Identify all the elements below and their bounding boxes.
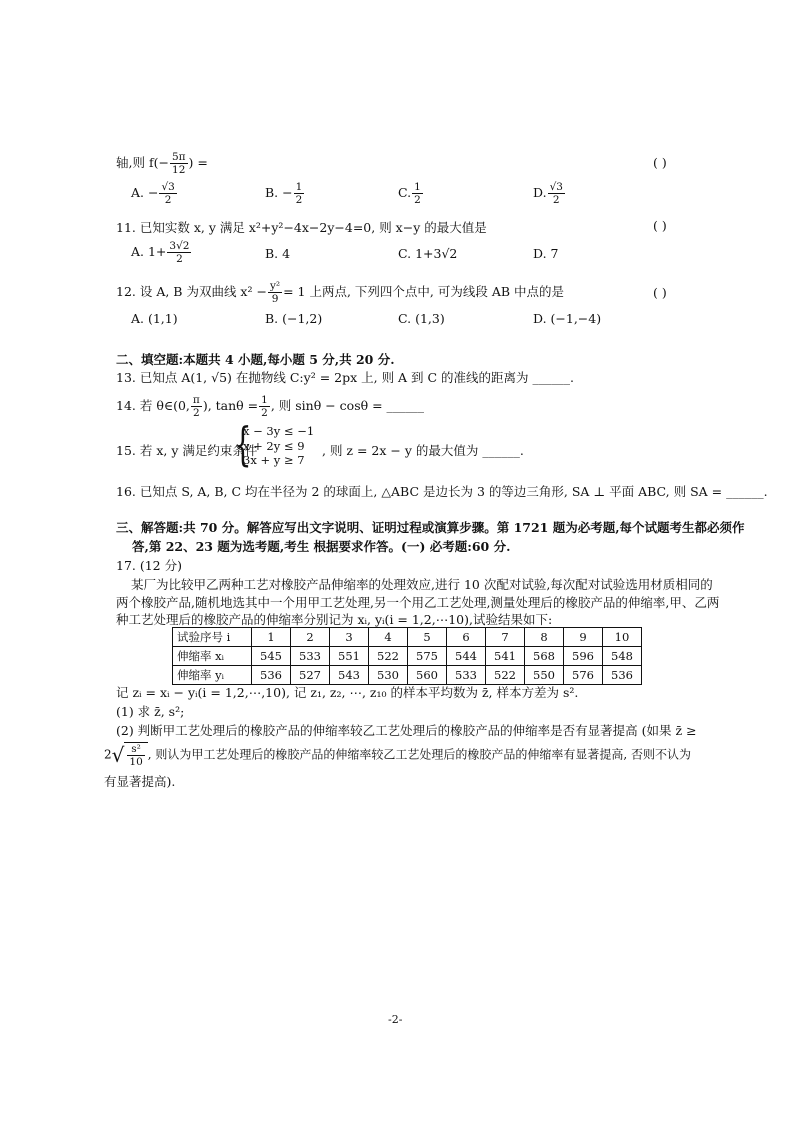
- q12-option-d: D. (−1,−4): [533, 311, 602, 326]
- q17-part2b-post: , 则认为甲工艺处理后的橡胶产品的伸缩率较乙工艺处理后的橡胶产品的伸缩率有显著提高, 否则不认为: [147, 747, 692, 762]
- q14-text: [116, 394, 424, 419]
- q10-opt-a-prefix: A. −: [131, 185, 159, 200]
- q10-opt-a-fraction: [159, 181, 176, 206]
- table-row: [173, 628, 642, 647]
- table-cell-x: 575: [408, 647, 447, 666]
- q12-option-a: A. (1,1): [131, 311, 178, 326]
- q10-opt-d-den: 2: [552, 194, 560, 206]
- q10-opt-d-prefix: D.: [533, 185, 547, 200]
- q12-stem-fraction: [268, 280, 282, 305]
- table-cell-x: 533: [291, 647, 330, 666]
- q10-option-a: [131, 181, 178, 206]
- section3-line2: 答,第 22、23 题为选考题,考生 根据要求作答。(一) 必考题:60 分.: [132, 539, 511, 554]
- page-number: -2-: [388, 1013, 403, 1026]
- q17-header: 17. (12 分): [116, 558, 182, 573]
- table-cell-y: 560: [408, 666, 447, 685]
- q10-stem: [116, 151, 208, 176]
- q14-num1: π: [192, 394, 200, 406]
- q17-part2-line2: [104, 742, 691, 768]
- q12-stem-post: = 1 上两点, 下列四个点中, 可为线段 AB 中点的是: [283, 284, 565, 299]
- q10-opt-b-num: 1: [295, 181, 303, 193]
- q17-note: 记 zᵢ = xᵢ − yᵢ(i = 1,2,⋯,10), 记 z₁, z₂, ⋯, z₁₀ 的样本平均数为 z̄, 样本方差为 s².: [116, 685, 579, 700]
- q15-post: , 则 z = 2x − y 的最大值为 ______.: [322, 443, 524, 458]
- table-cell-x: 544: [447, 647, 486, 666]
- table-cell-x: 545: [252, 647, 291, 666]
- table-row-y-label: 伸缩率 yᵢ: [173, 666, 252, 685]
- table-cell-x: 548: [603, 647, 642, 666]
- q11-option-d: D. 7: [533, 246, 559, 261]
- table-header-cell: 5: [408, 628, 447, 647]
- q17-part2b-den: 10: [129, 756, 143, 768]
- table-row: [173, 647, 642, 666]
- table-cell-y: 522: [486, 666, 525, 685]
- section3-line1: 三、解答题:共 70 分。解答应写出文字说明、证明过程或演算步骤。第 1721 题为必考题,每个试题考生都必须作: [116, 520, 745, 535]
- trial-results-table: [172, 627, 642, 685]
- sqrt-icon: √: [111, 743, 125, 767]
- q15-constraint-1: x − 3y ≤ −1: [243, 424, 315, 438]
- q15-pre: 15. 若 x, y 满足约束条件: [116, 443, 258, 458]
- table-cell-y: 576: [564, 666, 603, 685]
- q12-answer-paren: ( ): [653, 285, 667, 300]
- q14-fraction-1: [191, 394, 202, 419]
- q17-para2: 两个橡胶产品,随机地选其中一个用甲工艺处理,另一个用乙工艺处理,测量处理后的橡胶产品的伸缩率,甲、乙两: [116, 595, 720, 610]
- q11-opt-a-den: 2: [176, 253, 183, 265]
- q10-opt-c-prefix: C.: [398, 185, 412, 200]
- q10-option-d: [533, 181, 566, 206]
- q11-option-c: C. 1+3√2: [398, 246, 458, 261]
- q12-stem: [116, 280, 564, 305]
- q14-num2: 1: [261, 394, 268, 406]
- table-cell-x: 522: [369, 647, 408, 666]
- q12-stem-den: 9: [271, 293, 279, 305]
- q10-opt-b-fraction: [294, 181, 305, 206]
- table-cell-x: 568: [525, 647, 564, 666]
- q14-pre: 14. 若 θ∈(0,: [116, 398, 190, 413]
- q14-den2: 2: [261, 407, 268, 419]
- q16-text: 16. 已知点 S, A, B, C 均在半径为 2 的球面上, △ABC 是边长为 3 的等边三角形, SA ⊥ 平面 ABC, 则 SA = ______.: [116, 484, 768, 499]
- q14-den1: 2: [193, 407, 200, 419]
- q12-stem-pre: 12. 设 A, B 为双曲线 x² −: [116, 284, 267, 299]
- q11-opt-a-fraction: [167, 240, 191, 265]
- table-row-x-label: 伸缩率 xᵢ: [173, 647, 252, 666]
- table-cell-y: 536: [252, 666, 291, 685]
- table-cell-y: 543: [330, 666, 369, 685]
- q11-opt-a-num: 3√2: [169, 240, 190, 252]
- table-cell-y: 527: [291, 666, 330, 685]
- q17-para3: 种工艺处理后的橡胶产品的伸缩率分别记为 xᵢ, yᵢ(i = 1,2,⋯10),试验结果如下:: [116, 612, 553, 627]
- q11-option-a: [131, 240, 192, 265]
- q10-opt-c-den: 2: [414, 194, 421, 206]
- table-cell-y: 530: [369, 666, 408, 685]
- q14-mid: ), tanθ =: [202, 398, 259, 413]
- q14-post: , 则 sinθ − cosθ = ______: [270, 398, 425, 413]
- q17-part2b-coef: 2: [104, 747, 112, 762]
- q17-part2-line3: 有显著提高).: [104, 774, 176, 789]
- table-header-cell: 6: [447, 628, 486, 647]
- q17-para1: 某厂为比较甲乙两种工艺对橡胶产品伸缩率的处理效应,进行 10 次配对试验,每次配对试验选用材质相同的: [131, 577, 713, 592]
- table-cell-x: 551: [330, 647, 369, 666]
- q12-stem-num: y²: [269, 280, 281, 292]
- q10-option-c: [398, 181, 424, 206]
- q15-constraint-system: [243, 424, 314, 468]
- q11-opt-a-prefix: A. 1+: [131, 244, 167, 259]
- q10-opt-c-fraction: [412, 181, 423, 206]
- q10-opt-a-den: 2: [164, 194, 172, 206]
- table-cell-x: 541: [486, 647, 525, 666]
- q10-arg-open: (−: [153, 155, 169, 170]
- table-header-cell: 7: [486, 628, 525, 647]
- table-header-cell: 1: [252, 628, 291, 647]
- q10-arg-den: 12: [172, 164, 186, 176]
- q11-option-b: B. 4: [265, 246, 291, 261]
- q10-arg-fraction: [170, 151, 188, 176]
- q12-option-c: C. (1,3): [398, 311, 445, 326]
- q10-opt-d-num: √3: [549, 181, 563, 193]
- q17-part1: (1) 求 z̄, s²;: [116, 704, 185, 719]
- table-cell-x: 596: [564, 647, 603, 666]
- q15-constraint-3: 3x + y ≥ 7: [243, 453, 305, 467]
- table-cell-y: 536: [603, 666, 642, 685]
- q10-answer-paren: ( ): [653, 155, 667, 170]
- q17-part2b-fraction: [127, 743, 144, 768]
- section2-heading: 二、填空题:本题共 4 小题,每小题 5 分,共 20 分.: [116, 352, 395, 367]
- q11-stem: 11. 已知实数 x, y 满足 x²+y²−4x−2y−4=0, 则 x−y 的最大值是: [116, 220, 487, 235]
- q11-answer-paren: ( ): [653, 218, 667, 233]
- table-row: [173, 666, 642, 685]
- q10-arg-close: ) =: [188, 155, 208, 170]
- q17-part2: (2) 判断甲工艺处理后的橡胶产品的伸缩率较乙工艺处理后的橡胶产品的伸缩率是否有显著提高 (如果 z̄ ≥: [116, 723, 697, 738]
- table-header-cell: 10: [603, 628, 642, 647]
- q10-opt-b-prefix: B. −: [265, 185, 293, 200]
- q15-constraint-2: x + 2y ≤ 9: [243, 438, 305, 453]
- table-header-cell: 9: [564, 628, 603, 647]
- table-header-cell: 4: [369, 628, 408, 647]
- q15-brace: {: [234, 417, 252, 471]
- q10-opt-b-den: 2: [295, 194, 303, 206]
- q10-arg-num: 5π: [171, 151, 186, 163]
- q10-opt-c-num: 1: [414, 181, 421, 193]
- q12-option-b: B. (−1,2): [265, 311, 323, 326]
- table-cell-y: 550: [525, 666, 564, 685]
- q17-sqrt-body: [124, 742, 147, 768]
- q17-part2b-num: s²: [127, 743, 144, 756]
- q13-text: 13. 已知点 A(1, √5) 在抛物线 C:y² = 2px 上, 则 A 到 C 的准线的距离为 ______.: [116, 370, 574, 385]
- q10-stem-text: 轴,则 f: [116, 155, 154, 170]
- q10-option-b: [265, 181, 305, 206]
- table-cell-y: 533: [447, 666, 486, 685]
- table-header-cell: 3: [330, 628, 369, 647]
- q10-opt-a-num: √3: [161, 181, 175, 193]
- q14-fraction-2: [259, 394, 270, 419]
- q10-opt-d-fraction: [548, 181, 565, 206]
- table-header-label: 试验序号 i: [173, 628, 252, 647]
- table-header-cell: 8: [525, 628, 564, 647]
- table-header-cell: 2: [291, 628, 330, 647]
